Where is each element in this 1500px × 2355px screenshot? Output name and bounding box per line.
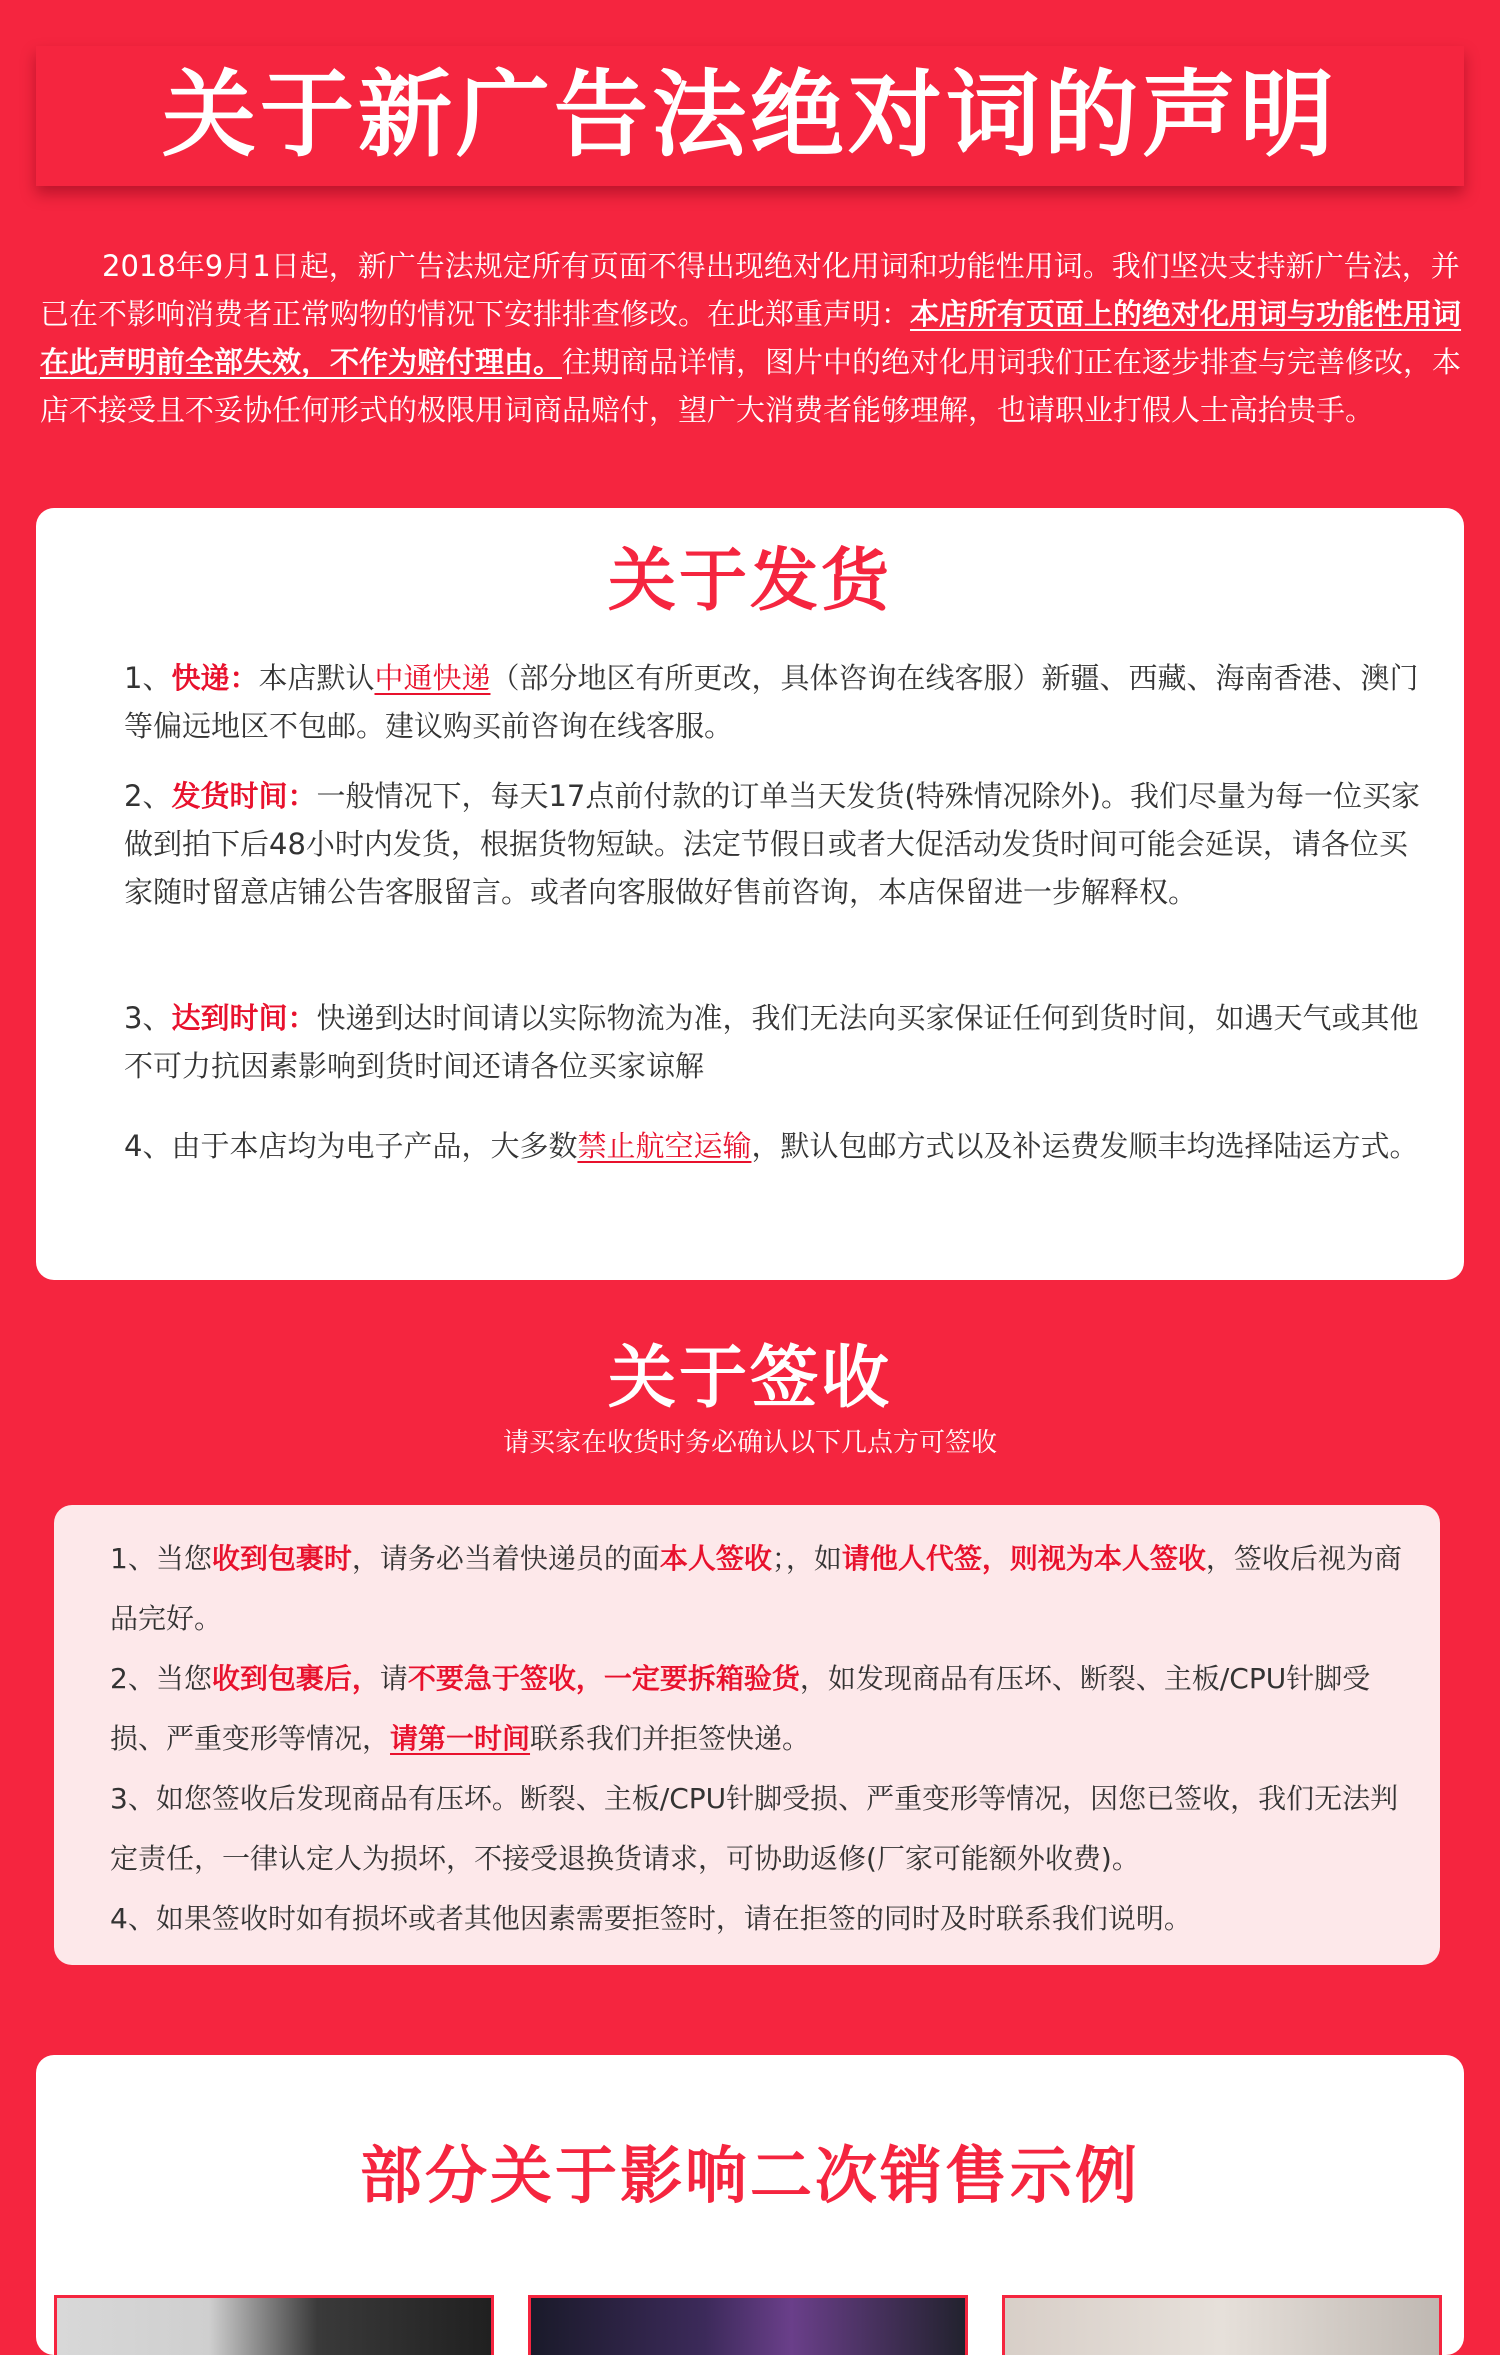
sign-text: 请 (379, 1662, 408, 1695)
shipping-text: ，默认包邮方式以及补运费发顺丰均选择陆运方式。 (751, 1129, 1419, 1163)
shipping-label-courier: 快递： (171, 661, 259, 695)
signing-item-1 (110, 1529, 1410, 1649)
shipping-text: 本店默认 (258, 661, 375, 695)
shipping-label-arrival: 达到时间： (171, 1001, 317, 1035)
courier-name: 中通快递 (374, 661, 491, 695)
examples-card (36, 2055, 1464, 2355)
sign-text: 1、当您 (110, 1542, 212, 1575)
shipping-text: 快递到达时间请以实际物流为准，我们无法向买家保证任何到货时间，如遇天气或其他不可力抗因素影响到货时间还请各位买家谅解 (124, 1001, 1419, 1083)
intro-statement (40, 242, 1465, 434)
signing-item-4: 4、如果签收时如有损坏或者其他因素需要拒签时，请在拒签的同时及时联系我们说明。 (110, 1902, 1192, 1935)
sign-highlight: 请他人代签，则视为本人签收 (841, 1542, 1206, 1575)
sign-text: ；，如 (771, 1542, 842, 1575)
signing-title: 关于签收 (607, 1339, 892, 1418)
no-air-transport: 禁止航空运输 (577, 1129, 752, 1163)
shipping-item-arrival (124, 994, 1424, 1090)
shipping-text: 一般情况下，每天17点前付款的订单当天发货(特殊情况除外)。我们尽量为每一位买家做到拍下后48小时内发货，根据货物短缺。法定节假日或者大促活动发货时间可能会延误，请各位买家随时留意店铺公告客服留言。或者向客服做好售前咨询，本店保留进一步解释权。 (124, 779, 1420, 909)
shipping-label-time: 发货时间： (171, 779, 317, 813)
sign-highlight: 不要急于签收，一定要拆箱验货 (407, 1662, 800, 1695)
sign-text: ，如发现商品有压坏、断裂、主板/CPU针脚受损、严重变形等情况， (110, 1662, 1371, 1755)
signing-subtitle: 请买家在收货时务必确认以下几点方可签收 (502, 1428, 997, 1458)
examples-title: 部分关于影响二次销售示例 (359, 2139, 1140, 2212)
sign-text: 2、当您 (110, 1662, 212, 1695)
signing-card (54, 1505, 1440, 1965)
title-banner (36, 46, 1464, 186)
shipping-text: （部分地区有所更改，具体咨询在线客服）新疆、西藏、海南香港、澳门等偏远地区不包邮。建议购买前咨询在线客服。 (124, 661, 1419, 743)
shipping-card (36, 508, 1464, 1280)
sign-highlight-underline: 请第一时间 (390, 1722, 531, 1755)
intro-text-2: 往期商品详情，图片中的绝对化用词我们正在逐步排查与完善修改，本店不接受且不妥协任何形式的极限用词商品赔付，望广大消费者能够理解，也请职业打假人士高抬贵手。 (40, 345, 1462, 427)
sign-text: 联系我们并拒签快递。 (530, 1722, 811, 1755)
item-number: 2、 (124, 779, 172, 813)
shipping-item-transport (124, 1122, 1424, 1170)
shipping-item-time (124, 772, 1424, 916)
page-title: 关于新广告法绝对词的声明 (161, 61, 1338, 170)
signing-item-2 (110, 1649, 1410, 1769)
item-number: 1、 (124, 661, 172, 695)
intro-highlight: 本店所有页面上的绝对化用词与功能性用词在此声明前全部失效，不作为赔付理由。 (40, 297, 1462, 379)
shipping-title: 关于发货 (607, 542, 892, 621)
example-image-2 (528, 2295, 968, 2355)
sign-highlight: 本人签收 (659, 1542, 772, 1575)
intro-text-1: 2018年9月1日起，新广告法规定所有页面不得出现绝对化用词和功能性用词。我们坚决支持新广告法，并已在不影响消费者正常购物的情况下安排排查修改。在此郑重声明： (40, 249, 1460, 331)
sign-text: ，签收后视为商品完好。 (110, 1542, 1402, 1635)
shipping-text: 4、由于本店均为电子产品，大多数 (124, 1129, 578, 1163)
shipping-item-courier (124, 654, 1424, 750)
example-image-1 (54, 2295, 494, 2355)
signing-item-3: 3、如您签收后发现商品有压坏。断裂、主板/CPU针脚受损、严重变形等情况，因您已签收，我们无法判定责任，一律认定人为损坏，不接受退换货请求，可协助返修(厂家可能额外收费)。 (110, 1782, 1399, 1875)
example-image-3 (1002, 2295, 1442, 2355)
sign-text: ，请务必当着快递员的面 (351, 1542, 660, 1575)
item-number: 3、 (124, 1001, 172, 1035)
sign-highlight: 收到包裹时 (211, 1542, 352, 1575)
sign-highlight: 收到包裹后， (211, 1662, 380, 1695)
